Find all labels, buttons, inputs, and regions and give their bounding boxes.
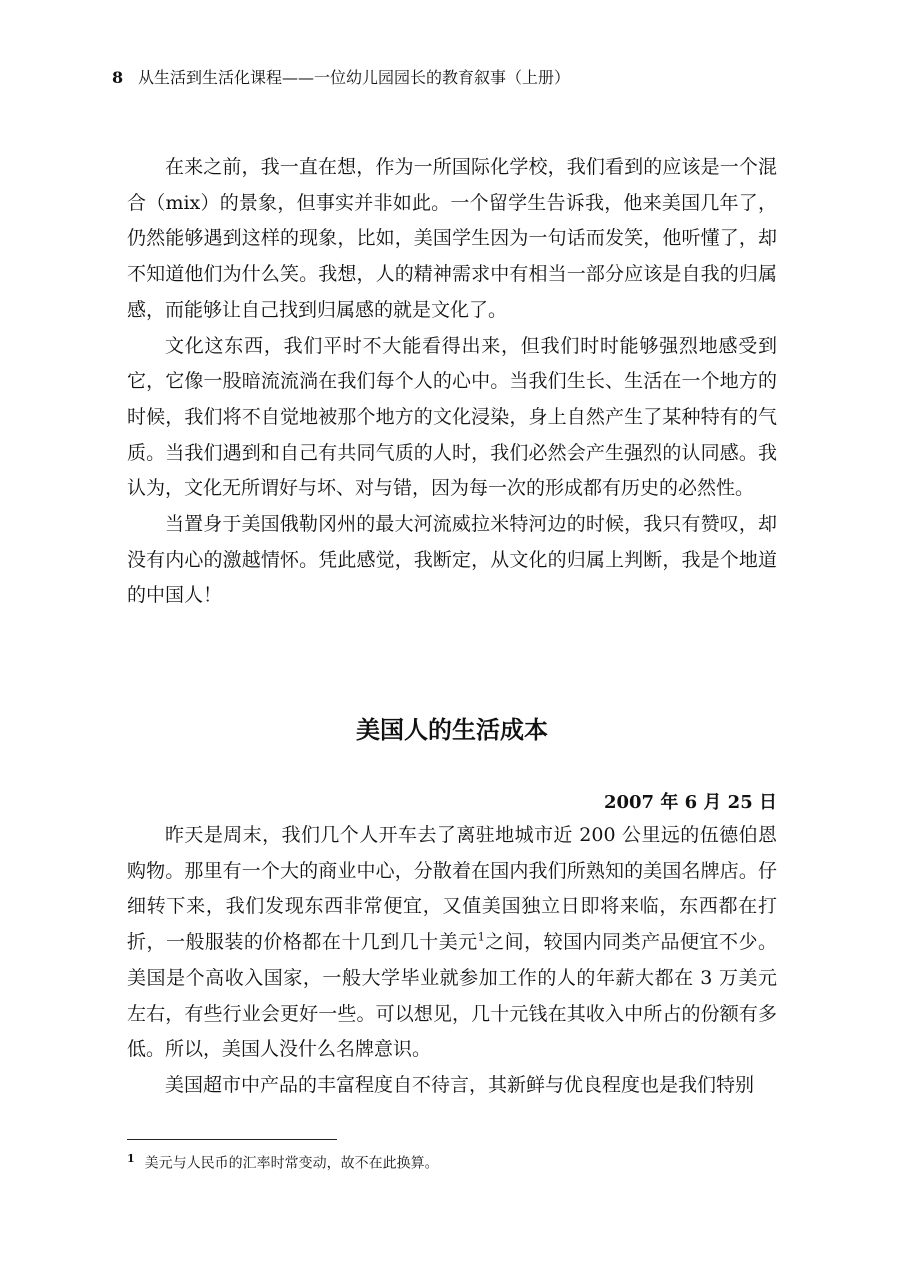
- paragraph: 美国超市中产品的丰富程度自不待言，其新鲜与优良程度也是我们特别: [165, 1073, 755, 1096]
- section-title: 美国人的生活成本: [356, 715, 548, 744]
- footnote-text: 美元与人民币的汇率时常变动，故不在此换算。: [144, 1155, 439, 1172]
- paragraph: 在来之前，我一直在想，作为一所国际化学校，我们看到的应该是一个混合（mix）的景象，但事实并非如此。一个留学生告诉我，他来美国几年了，仍然能够遇到这样的现象，比如，美国学生因为一句话而发笑，他听懂了，却不知道他们为什么笑。我想，人的精神需求中有相当一部分应该是自我的归属感，而能够让自己找到归属感的就是文化了。: [127, 156, 777, 321]
- footnote-divider: [127, 1139, 337, 1140]
- paragraph-text: 昨天是周末，我们几个人开车去了离驻地城市近 200 公里远的伍德伯恩购物。那里有一个大的商业中心，分散着在国内我们所熟知的美国名牌店。仔细转下来，我们发现东西非常便宜，又值美国独立日即将来临，东西都在打折，一般服装的价格都在十几到几十美元: [127, 824, 777, 954]
- paragraph: 文化这东西，我们平时不大能看得出来，但我们时时能够强烈地感受到它，它像一股暗流流淌在我们每个人的心中。当我们生长、生活在一个地方的时候，我们将不自觉地被那个地方的文化浸染，身上自然产生了某种特有的气质。当我们遇到和自己有共同气质的人时，我们必然会产生强烈的认同感。我认为，文化无所谓好与坏、对与错，因为每一次的形成都有历史的必然性。: [127, 334, 777, 500]
- footnote: [127, 1148, 777, 1175]
- footnote-mark: 1: [127, 1152, 135, 1165]
- paragraph: [127, 818, 777, 1068]
- footnote-reference[interactable]: 1: [477, 930, 485, 944]
- paragraph: 当置身于美国俄勒冈州的最大河流威拉米特河边的时候，我只有赞叹，却没有内心的激越情怀。凭此感觉，我断定，从文化的归属上判断，我是个地道的中国人！: [127, 513, 777, 607]
- section2-body: [127, 818, 777, 1104]
- entry-date: 2007 年 6 月 25 日: [603, 792, 777, 813]
- running-title: 从生活到生活化课程——一位幼儿园园长的教育叙事（上册）: [138, 68, 571, 87]
- paragraph-text: 之间，较国内同类产品便宜不少。美国是个高收入国家，一般大学毕业就参加工作的人的年薪大都在 3 万美元左右，有些行业会更好一些。可以想见，几十元钱在其收入中所占的份额有多低。所以，美国人没什么名牌意识。: [127, 931, 777, 1061]
- page-number: 8: [112, 68, 124, 87]
- section1-body: [127, 150, 777, 614]
- running-header: [112, 66, 812, 90]
